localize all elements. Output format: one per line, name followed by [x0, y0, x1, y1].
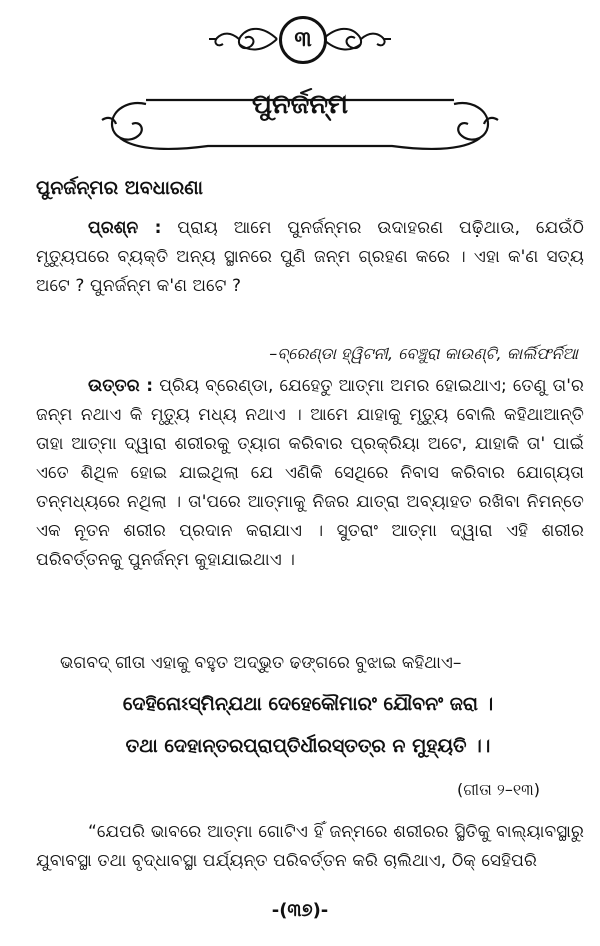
answer-paragraph — [36, 372, 584, 636]
verse-line-2: ତଥା ଦେହାନ୍ତରପ୍ରାପ୍ତିର୍ଧୀରସ୍ତତ୍ର ନ ମୁହ୍ୟତି ।। — [125, 735, 491, 757]
section-heading: ପୁନର୍ଜନ୍ମର ଅବଧାରଣା — [36, 177, 203, 199]
verse-translation: “ଯେପରି ଭାବରେ ଆତ୍ମା ଗୋଟିଏ ହିଁ ଜନ୍ମରେ ଶରୀରର ସ୍ଥିତିକୁ ବାଲ୍ୟାବସ୍ଥାରୁ ଯୁବାବସ୍ଥା ତଥା ବୃଦ୍ଧାବସ୍ଥା ପର୍ଯ୍ୟନ୍ତ ପରିବର୍ତ୍ତନ କରି ଚାଲିଥାଏ, ଠିକ୍ ସେହିପରି — [36, 822, 584, 871]
question-text: ପ୍ରାୟ ଆମେ ପୁନର୍ଜନ୍ମର ଉଦାହରଣ ପଢ଼ିଥାଉ, ଯେଉଁଠି ମୃତ୍ୟୁପରେ ବ୍ୟକ୍ତି ଅନ୍ୟ ସ୍ଥାନରେ ପୁଣି ଜନ୍ମ ଗ୍ରହଣ କରେ । ଏହା କ'ଣ ସତ୍ୟ ଅଟେ ? ପୁନର୍ଜନ୍ମ କ'ଣ ଅଟେ ? — [36, 218, 584, 296]
answer-text: ପ୍ରିୟ ବ୍ରେଣ୍ଡା, ଯେହେତୁ ଆତ୍ମା ଅମର ହୋଇଥାଏ; ତେଣୁ ତା'ର ଜନ୍ମ ନଥାଏ କି ମୃତ୍ୟୁ ମଧ୍ୟ ନଥାଏ । ଆମେ ଯାହାକୁ ମୃତ୍ୟୁ ବୋଲି କହିଥାଆନ୍ତି ତାହା ଆତ୍ମା ଦ୍ୱାରା ଶରୀରକୁ ତ୍ୟାଗ କରିବାର ପ୍ରକ୍ରିୟା ଅଟେ, ଯାହାକି ତା' ପାଇଁ ଏତେ ଶିଥିଳ ହୋଇ ଯାଇଥିଲା ଯେ ଏଣିକି ସେଥିରେ ନିବାସ କରିବାର ଯୋଗ୍ୟତା ତନ୍ମଧ୍ୟରେ ନଥିଲା । ତା'ପରେ ଆତ୍ମାକୁ ନିଜର ଯାତ୍ରା ଅବ୍ୟାହତ ରଖିବା ନିମନ୍ତେ ଏକ ନୂତନ ଶରୀର ପ୍ରଦାନ କରାଯାଏ । ସୁତରାଂ ଆତ୍ମା ଦ୍ୱାରା ଏହି ଶରୀର ପରିବର୍ତ୍ତନକୁ ପୁନର୍ଜନ୍ମ କୁହାଯାଇଥାଏ । — [36, 376, 584, 570]
answer-label: ଉତ୍ତର : — [88, 376, 154, 396]
chapter-number: ୩ — [279, 16, 327, 64]
chapter-title: ପୁନର୍ଜନ୍ମ — [251, 89, 349, 120]
question-attribution: –ବ୍ରେଣ୍ଡା ହ୍ୱିଟନୀ, ବେଞ୍ଚୁରା କାଉଣ୍ଟି, କାର୍ଲିଫର୍ନିଆ — [269, 344, 578, 363]
verse-line-1: ଦେହିନୋଽସ୍ମିନ୍‌ଯଥା ଦେହେକୌମାରଂ ଯୌବନଂ ଜରା । — [122, 693, 494, 715]
page-number: -(୩୭)- — [271, 900, 329, 921]
question-paragraph — [36, 214, 584, 330]
gita-intro: ଭଗବଦ୍ ଗୀତା ଏହାକୁ ବହୁତ ଅଦ୍ଭୁତ ଢଙ୍ଗରେ ବୁଝାଇ କହିଥାଏ– — [60, 653, 462, 673]
question-label: ପ୍ରଶ୍ନ : — [88, 218, 162, 238]
verse-reference: (ଗୀତା ୨–୧୩) — [457, 780, 540, 799]
